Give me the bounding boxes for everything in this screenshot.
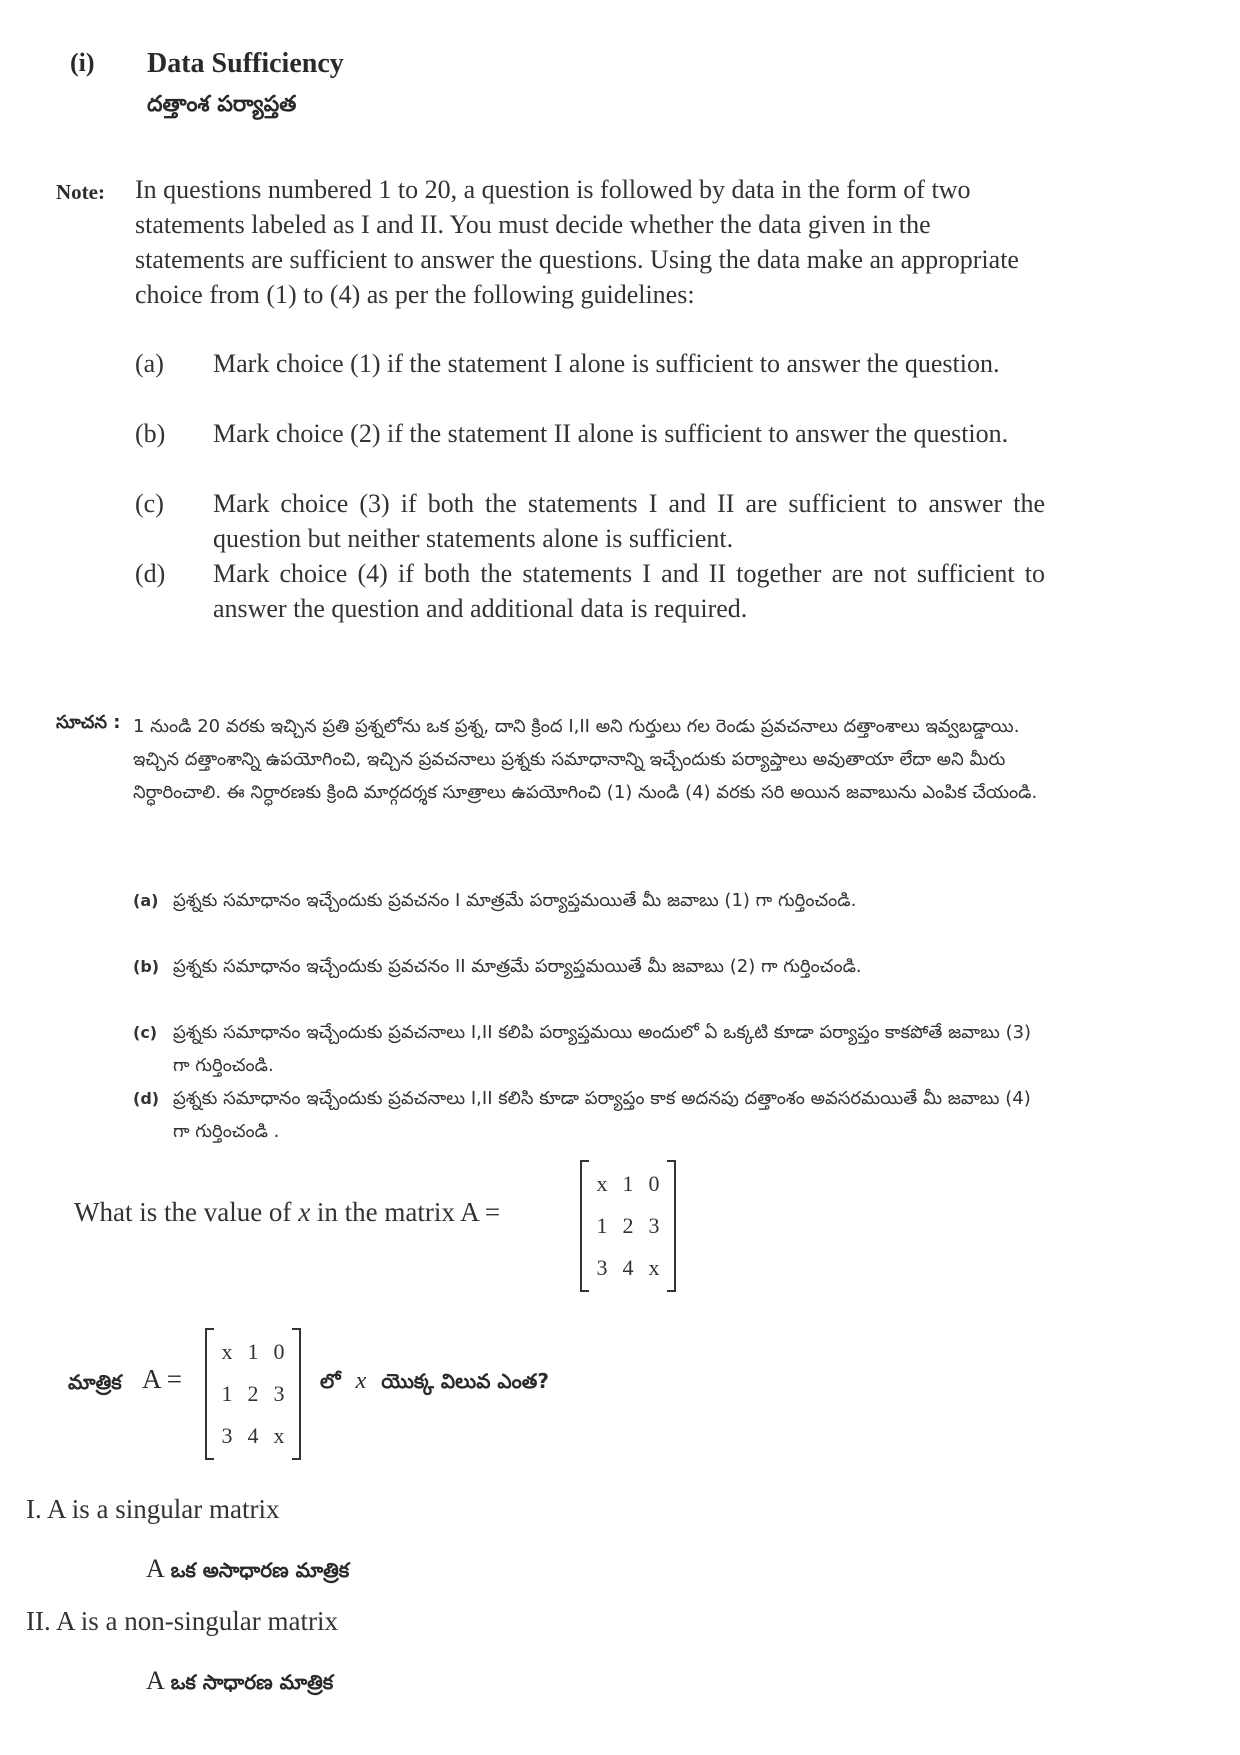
guideline-label: (a): [133, 891, 159, 910]
statement-1-telugu: [146, 1554, 349, 1587]
matrix-cell: 2: [247, 1381, 259, 1406]
guideline-text: ప్రశ్నకు సమాధానం ఇచ్చేందుకు ప్రవచనం II మాత్రమే పర్యాప్తమయితే మీ జవాబు (2) గా గుర్తించండి.: [173, 956, 862, 977]
guideline-label: (a): [135, 349, 164, 378]
matrix-a: [580, 1160, 676, 1292]
note-text: In questions numbered 1 to 20, a question is followed by data in the form of two statements labeled as I and II. You must decide whether the data given in the statements are sufficient to answer the questions. Using the data make an appropriate choice from (1) to (4) as per the following guidelines:: [135, 175, 1019, 309]
guideline-a: [135, 346, 1045, 381]
matrix-cell: 1: [247, 1339, 259, 1364]
guideline-label: (c): [133, 1023, 158, 1042]
matrix-cell: 3: [221, 1423, 233, 1448]
question-mid: in the matrix: [316, 1197, 455, 1227]
guideline-text: Mark choice (1) if the statement I alone is sufficient to answer the question.: [213, 349, 1000, 378]
guideline-label: (d): [133, 1089, 160, 1108]
note-text-telugu-body: 1 నుండి 20 వరకు ఇచ్చిన ప్రతి ప్రశ్నలోను ఒక ప్రశ్న, దాని క్రింద I,II అని గుర్తులు గల రెండు ప్రవచనాలు దత్తాంశాలు ఇవ్వబడ్డాయి. ఇచ్చిన దత్తాంశాన్ని ఉపయోగించి, ఇచ్చిన ప్రవచనాలు ప్రశ్నకు సమాధానాన్ని ఇచ్చేందుకు పర్యాప్తాలు అవుతాయా లేదా అని మీరు నిర్ధారించాలి. ఈ నిర్ధారణకు క్రింది మార్గదర్శక సూత్రాలు ఉపయోగించి (1) నుండి (4) వరకు సరి అయిన జవాబును ఎంపిక చేయండి.: [133, 716, 1038, 803]
guideline-label: (b): [135, 419, 166, 448]
matrix-cell: 0: [648, 1171, 660, 1196]
section-number: (i): [70, 48, 95, 77]
matrix-cell: 0: [273, 1339, 285, 1364]
matrix-cell: x: [273, 1423, 285, 1448]
guideline-telugu-c: [133, 1016, 1045, 1082]
statement-1: [26, 1494, 279, 1525]
statement-telugu-text: ఒక అసాధారణ మాత్రిక: [170, 1558, 350, 1582]
guideline-text: Mark choice (4) if both the statements I and II together are not sufficient to answer the question and additional data is required.: [213, 559, 1045, 623]
statement-text: A is a non-singular matrix: [56, 1606, 338, 1636]
guideline-text: Mark choice (3) if both the statements I and II are sufficient to answer the question but neither statements alone is sufficient.: [213, 489, 1045, 553]
guideline-text: ప్రశ్నకు సమాధానం ఇచ్చేందుకు ప్రవచనాలు I,II కలిపి పర్యాప్తమయి అందులో ఏ ఒక్కటి కూడా పర్యాప్తం కాకపోతే జవాబు (3) గా గుర్తించండి.: [173, 1022, 1032, 1076]
guideline-d: [135, 556, 1045, 626]
guideline-telugu-b: [133, 950, 1045, 983]
statement-text: A is a singular matrix: [47, 1494, 280, 1524]
note-label: Note:: [56, 180, 105, 204]
matrix-cell: 2: [622, 1213, 634, 1238]
guideline-text: Mark choice (2) if the statement II alone is sufficient to answer the question.: [213, 419, 1009, 448]
matrix-cell: 4: [247, 1423, 259, 1448]
question-telugu-pre: లో: [320, 1369, 341, 1393]
note-text-telugu: [133, 710, 1045, 809]
guideline-c: [135, 486, 1045, 556]
guideline-telugu-a: [133, 884, 1045, 917]
matrix-cell: x: [221, 1339, 233, 1364]
question-telugu-label: మాత్రిక: [68, 1370, 122, 1394]
question-prefix: What is the value of: [74, 1197, 292, 1227]
matrix-a-telugu: [205, 1328, 301, 1460]
section-title: Data Sufficiency: [147, 48, 344, 79]
matrix-name-telugu: A =: [142, 1364, 182, 1394]
question-variable: x: [298, 1197, 311, 1227]
question-english: [74, 1197, 500, 1228]
statement-label: I.: [26, 1494, 42, 1524]
statement-2: [26, 1606, 338, 1637]
statement-label: II.: [26, 1606, 51, 1636]
guideline-b: [135, 416, 1045, 451]
matrix-cell: 3: [648, 1213, 660, 1238]
statement-telugu-text: ఒక సాధారణ మాత్రిక: [170, 1670, 334, 1694]
statement-2-telugu: [146, 1666, 333, 1699]
question-telugu-text: [320, 1368, 549, 1398]
matrix-cell: x: [596, 1171, 608, 1196]
guideline-text: ప్రశ్నకు సమాధానం ఇచ్చేందుకు ప్రవచనం I మాత్రమే పర్యాప్తమయితే మీ జవాబు (1) గా గుర్తించండి.: [173, 890, 857, 911]
guideline-label: (c): [135, 489, 164, 518]
matrix-cell: 1: [622, 1171, 634, 1196]
matrix-cell: 3: [596, 1255, 608, 1280]
guideline-telugu-d: [133, 1082, 1045, 1148]
matrix-cell: 1: [596, 1213, 608, 1238]
matrix-cell: 4: [622, 1255, 634, 1280]
matrix-name: A =: [460, 1197, 501, 1227]
matrix-cell: x: [648, 1255, 660, 1280]
statement-telugu-A: A: [146, 1666, 165, 1695]
guideline-label: (b): [133, 957, 160, 976]
question-telugu-variable: x: [355, 1368, 367, 1394]
section-title-telugu: దత్తాంశ పర్యాప్తత: [147, 92, 297, 117]
guideline-label: (d): [135, 559, 166, 588]
question-telugu-post: యొక్క విలువ ఎంత?: [381, 1369, 549, 1393]
matrix-cell: 1: [221, 1381, 233, 1406]
statement-telugu-A: A: [146, 1554, 165, 1583]
matrix-cell: 3: [273, 1381, 285, 1406]
note-label-telugu: సూచన :: [56, 712, 121, 733]
guideline-text: ప్రశ్నకు సమాధానం ఇచ్చేందుకు ప్రవచనాలు I,II కలిసి కూడా పర్యాప్తం కాక అదనపు దత్తాంశం అవసరమయితే మీ జవాబు (4) గా గుర్తించండి .: [173, 1088, 1031, 1142]
